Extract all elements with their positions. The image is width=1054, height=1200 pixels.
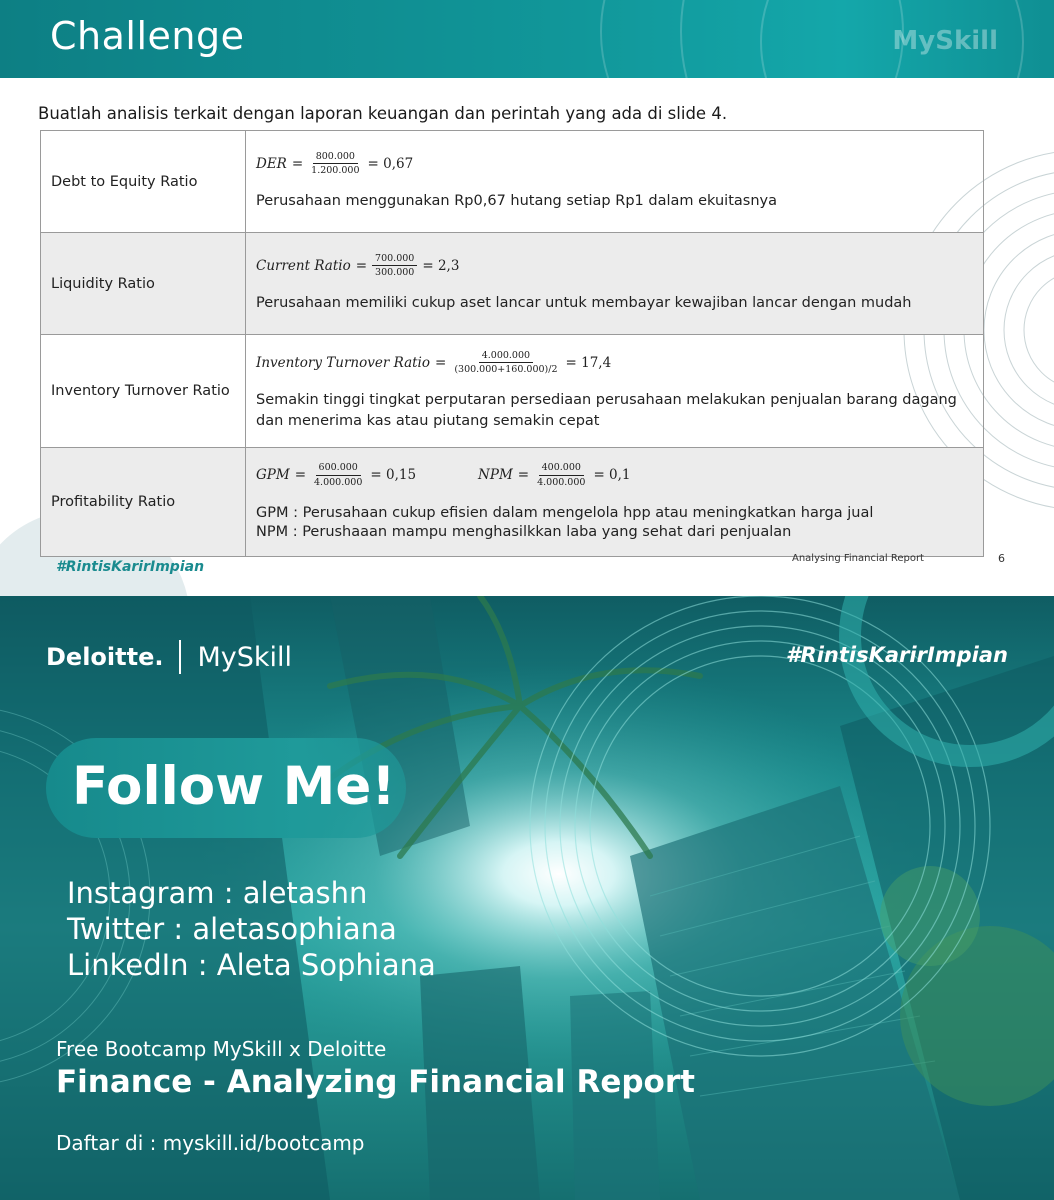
ratio-content (246, 131, 984, 233)
gpm-formula: GPM = $\frac{600.000}{4.000.000}$ = 0,15 (256, 462, 417, 488)
ratio-content (246, 233, 984, 335)
follow-heading: Follow Me! (72, 756, 396, 817)
table-row (41, 335, 984, 448)
challenge-instruction: Buatlah analisis terkait dengan laporan keuangan dan perintah yang ada di slide 4. (38, 104, 728, 123)
table-row (41, 448, 984, 557)
linkedin-handle: LinkedIn : Aleta Sophiana (67, 948, 436, 982)
ratio-analysis-table (40, 130, 984, 557)
deloitte-logo: Deloitte. (46, 643, 164, 671)
follow-me-slide (0, 596, 1054, 1200)
ratio-name: Inventory Turnover Ratio (41, 335, 246, 448)
npm-formula: NPM = $\frac{400.000}{4.000.000}$ = 0,1 (478, 462, 631, 488)
social-links (67, 875, 436, 983)
ratio-content (246, 448, 984, 557)
ratio-name: Liquidity Ratio (41, 233, 246, 335)
slide-hashtag: #RintisKarirImpian (785, 643, 1008, 667)
logo-divider (179, 640, 181, 674)
slide-title: Challenge (50, 14, 245, 58)
ratio-description: Perusahaan memiliki cukup aset lancar untuk membayar kewajiban lancar dengan mudah (256, 294, 912, 311)
twitter-handle: Twitter : aletasophiana (67, 912, 397, 946)
brand-logos (46, 640, 292, 674)
instagram-handle: Instagram : aletashn (67, 876, 368, 910)
bootcamp-url: Daftar di : myskill.id/bootcamp (56, 1131, 365, 1155)
bootcamp-title: Finance - Analyzing Financial Report (56, 1064, 695, 1100)
table-row (41, 131, 984, 233)
ratio-name: Profitability Ratio (41, 448, 246, 557)
ratio-name: Debt to Equity Ratio (41, 131, 246, 233)
current-ratio-formula: Current Ratio = $\frac{700.000}{300.000}$ = 2,3 (256, 253, 460, 279)
myskill-logo: MySkill (197, 641, 293, 673)
ratio-description: GPM : Perusahaan cukup efisien dalam mengelola hpp atau meningkatkan harga jual NPM : Perushaaan mampu menghasilkkan laba yang sehat dari penjualan (256, 505, 874, 540)
page-number: 6 (998, 552, 1005, 565)
ratio-content (246, 335, 984, 448)
ratio-description: Perusahaan menggunakan Rp0,67 hutang setiap Rp1 dalam ekuitasnya (256, 192, 777, 209)
challenge-slide (0, 0, 1054, 596)
der-formula: DER = $\frac{800.000}{1.200.000}$ = 0,67 (256, 151, 414, 177)
ratio-description: Semakin tinggi tingkat perputaran persediaan perusahaan melakukan penjualan barang dagang dan menerima kas atau piutang semakin cepat (256, 391, 957, 429)
slide-header (0, 0, 1054, 78)
slide-hashtag: #RintisKarirImpian (56, 559, 205, 575)
table-row (41, 233, 984, 335)
inventory-turnover-formula: Inventory Turnover Ratio = $\frac{4.000.000}{(300.000+160.000)/2}$ = 17,4 (256, 350, 612, 376)
myskill-logo: MySkill (892, 26, 998, 56)
bootcamp-subtitle: Free Bootcamp MySkill x Deloitte (56, 1037, 387, 1061)
slide-footer-title: Analysing Financial Report (792, 553, 924, 564)
